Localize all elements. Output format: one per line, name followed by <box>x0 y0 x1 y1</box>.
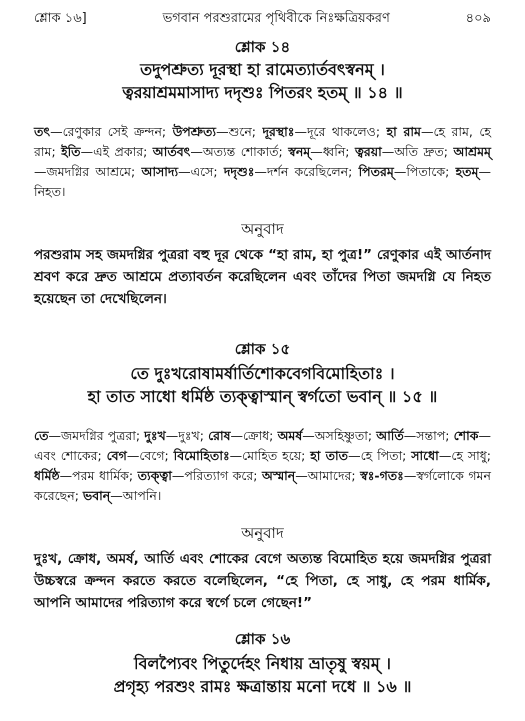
synonym-meaning: পিতাকে; <box>406 164 450 179</box>
synonym-word: ভবান্ <box>82 488 111 503</box>
synonym-word: স্বনম্ <box>288 144 311 159</box>
header-chapter-title: ভগবান পরশুরামের পৃথিবীকে নিঃক্ষত্রিয়করণ <box>162 10 390 26</box>
synonym-meaning: জমদগ্নির আশ্রমে; <box>46 164 136 179</box>
verse-16-line-2: প্রগৃহ্য পরশুং রামঃ ক্ষত্রান্তায় মনো দধে ॥ ১৬ ॥ <box>113 677 412 696</box>
synonym-word: আশ্রমম্ <box>453 144 491 159</box>
verse-16-line-1: বিলপ্যৈবং পিতুর্দেহং নিধায় ভ্রাতৃষু স্বয়ম্ । <box>134 654 391 673</box>
synonym-meaning: রেণুকার সেই ক্রন্দন; <box>62 124 167 139</box>
synonym-word: উপশ্রুত্য <box>172 124 217 139</box>
synonym-meaning: দূরে থাকলেও; <box>306 124 381 139</box>
synonym-word: দূরস্থাঃ <box>262 124 295 139</box>
synonym-meaning: স্বর্গলোকে গমন করেছেন; <box>34 468 491 503</box>
synonym-meaning: এবং শোকের; <box>34 448 102 463</box>
synonym-word: বিমোহিতাঃ <box>173 448 230 463</box>
verse-15-line-1: তে দুঃখরোষামর্ষার্তিশোকবেগবিমোহিতাঃ । <box>130 364 395 383</box>
synonym-word: হা রাম <box>386 124 421 139</box>
verse-14-translation: পরশুরাম সহ জমদগ্নির পুত্ররা বহু দূর থেকে “হা রাম, হা পুত্র!” রেণুকার এই আর্তনাদ শ্রবণ করে দ্রুত আশ্রমে প্রত্যাবর্তন করেছিলেন এবং তাঁদের পিতা জমদগ্নি যে নিহত হয়েছেন তা দেখেছিলেন। <box>34 247 491 307</box>
synonym-meaning: সন্তাপ; <box>416 428 450 443</box>
synonym-meaning: ক্রোধ; <box>243 428 274 443</box>
synonym-word: বেগ <box>106 448 127 463</box>
synonym-meaning: মোহিত হয়ে; <box>242 448 306 463</box>
synonym-meaning: এই প্রকার; <box>93 144 148 159</box>
synonym-meaning: অতি দ্রুত; <box>394 144 448 159</box>
verse-14-title: শ্লোক ১৪ <box>234 38 291 56</box>
synonym-meaning: আমাদের; <box>307 468 356 483</box>
synonym-word: হতম্ <box>455 164 479 179</box>
synonym-word: আর্তি <box>376 428 404 443</box>
verse-14-synonyms: তৎ—রেণুকার সেই ক্রন্দন; উপশ্রুত্য—শুনে; দূরস্থাঃ—দূরে থাকলেও; হা রাম—হে রাম, হে রাম; ইতি—এই প্রকার; আর্তবৎ—অত্যন্ত শোকার্ত; স্বনম্—ধ্বনি; ত্বরয়া—অতি দ্রুত; আশ্রমম্—জমদগ্নির আশ্রমে; আসাদ্য—এসে; দদৃশুঃ—দর্শন করেছিলেন; পিতরম্—পিতাকে; হতম্—নিহত। <box>34 124 491 199</box>
synonym-word: অমর্ষ <box>277 428 303 443</box>
synonym-meaning: অত্যন্ত শোকার্ত; <box>202 144 283 159</box>
synonym-word: ইতি <box>61 144 81 159</box>
synonym-meaning: অসহিষ্ণুতা; <box>314 428 373 443</box>
synonym-meaning: পরম ধার্মিক; <box>72 468 134 483</box>
verse-15-translation-heading: অনুবাদ <box>241 524 284 542</box>
header-page-number: ৪০৯ <box>465 10 491 26</box>
synonym-word: সাধো <box>411 448 439 463</box>
synonym-meaning: হে পিতা; <box>360 448 407 463</box>
synonym-word: দুঃখ <box>144 428 166 443</box>
synonym-meaning: এসে; <box>190 164 218 179</box>
verse-14-line-2: ত্বরয়াশ্রমমাসাদ্য দদৃশুঃ পিতরং হতম্ ॥ ১৪ ॥ <box>122 83 403 102</box>
synonym-word: দদৃশুঃ <box>223 164 255 179</box>
synonym-word: ধর্মিষ্ঠ <box>34 468 60 483</box>
verse-15-title: শ্লোক ১৫ <box>234 340 291 358</box>
page-header <box>34 8 491 30</box>
synonym-meaning: দুঃখ; <box>178 428 204 443</box>
synonym-meaning: শুনে; <box>228 124 257 139</box>
synonym-word: অস্মান্ <box>262 468 296 483</box>
verse-14-text <box>34 58 491 104</box>
synonym-meaning: হে সাধু; <box>451 448 491 463</box>
synonym-meaning: নিহত। <box>34 184 66 199</box>
synonym-word: হা তাত <box>310 448 349 463</box>
synonym-meaning: জমদগ্নির পুত্ররা; <box>60 428 141 443</box>
synonym-word: ত্যক্ত্বা <box>137 468 172 483</box>
header-verse-ref: শ্লোক ১৬] <box>34 10 87 26</box>
verse-15-translation: দুঃখ, ক্রোধ, অমর্ষ, আর্তি এবং শোকের বেগে অত্যন্ত বিমোহিত হয়ে জমদগ্নির পুত্ররা উচ্চস্বরে ক্রন্দন করতে করতে বলেছিলেন, “হে পিতা, হে সাধু, হে পরম ধার্মিক, আপনি আমাদের পরিত্যাগ করে স্বর্গে চলে গেছেন!” <box>34 551 491 611</box>
verse-14-translation-heading: অনুবাদ <box>241 220 284 238</box>
synonym-word: শোক <box>453 428 479 443</box>
verse-15-text <box>34 362 491 408</box>
verse-15-synonyms: তে—জমদগ্নির পুত্ররা; দুঃখ—দুঃখ; রোষ—ক্রোধ; অমর্ষ—অসহিষ্ণুতা; আর্তি—সন্তাপ; শোক—এবং শোকের; বেগ—বেগে; বিমোহিতাঃ—মোহিত হয়ে; হা তাত—হে পিতা; সাধো—হে সাধু; ধর্মিষ্ঠ—পরম ধার্মিক; ত্যক্ত্বা—পরিত্যাগ করে; অস্মান্—আমাদের; স্বঃ-গতঃ—স্বর্গলোকে গমন করেছেন; ভবান্—আপনি। <box>34 428 491 503</box>
synonym-meaning: হে রাম, হে রাম; <box>34 124 491 159</box>
synonym-meaning: ধ্বনি; <box>322 144 350 159</box>
synonym-meaning: বেগে; <box>139 448 169 463</box>
synonym-meaning: পরিত্যাগ করে; <box>184 468 258 483</box>
synonym-word: পিতরম্ <box>358 164 394 179</box>
synonym-word: তে <box>34 428 49 443</box>
verse-14-line-1: তদুপশ্রুত্য দূরস্থা হা রামেত্যার্তবৎস্বনম্ । <box>140 60 385 79</box>
verse-16-title: শ্লোক ১৬ <box>234 630 291 648</box>
verse-16-text <box>34 652 491 698</box>
verse-15-line-2: হা তাত সাধো ধর্মিষ্ঠ ত্যক্ত্বাস্মান্ স্বর্গতো ভবান্ ॥ ১৫ ॥ <box>87 387 438 406</box>
synonym-meaning: দর্শন করেছিলেন; <box>266 164 353 179</box>
synonym-word: তৎ <box>34 124 51 139</box>
synonym-word: স্বঃ-গতঃ <box>360 468 404 483</box>
synonym-word: আর্তবৎ <box>152 144 191 159</box>
synonym-word: রোষ <box>208 428 231 443</box>
synonym-word: ত্বরয়া <box>354 144 382 159</box>
synonym-word: আসাদ্য <box>141 164 179 179</box>
synonym-meaning: আপনি। <box>122 488 162 503</box>
